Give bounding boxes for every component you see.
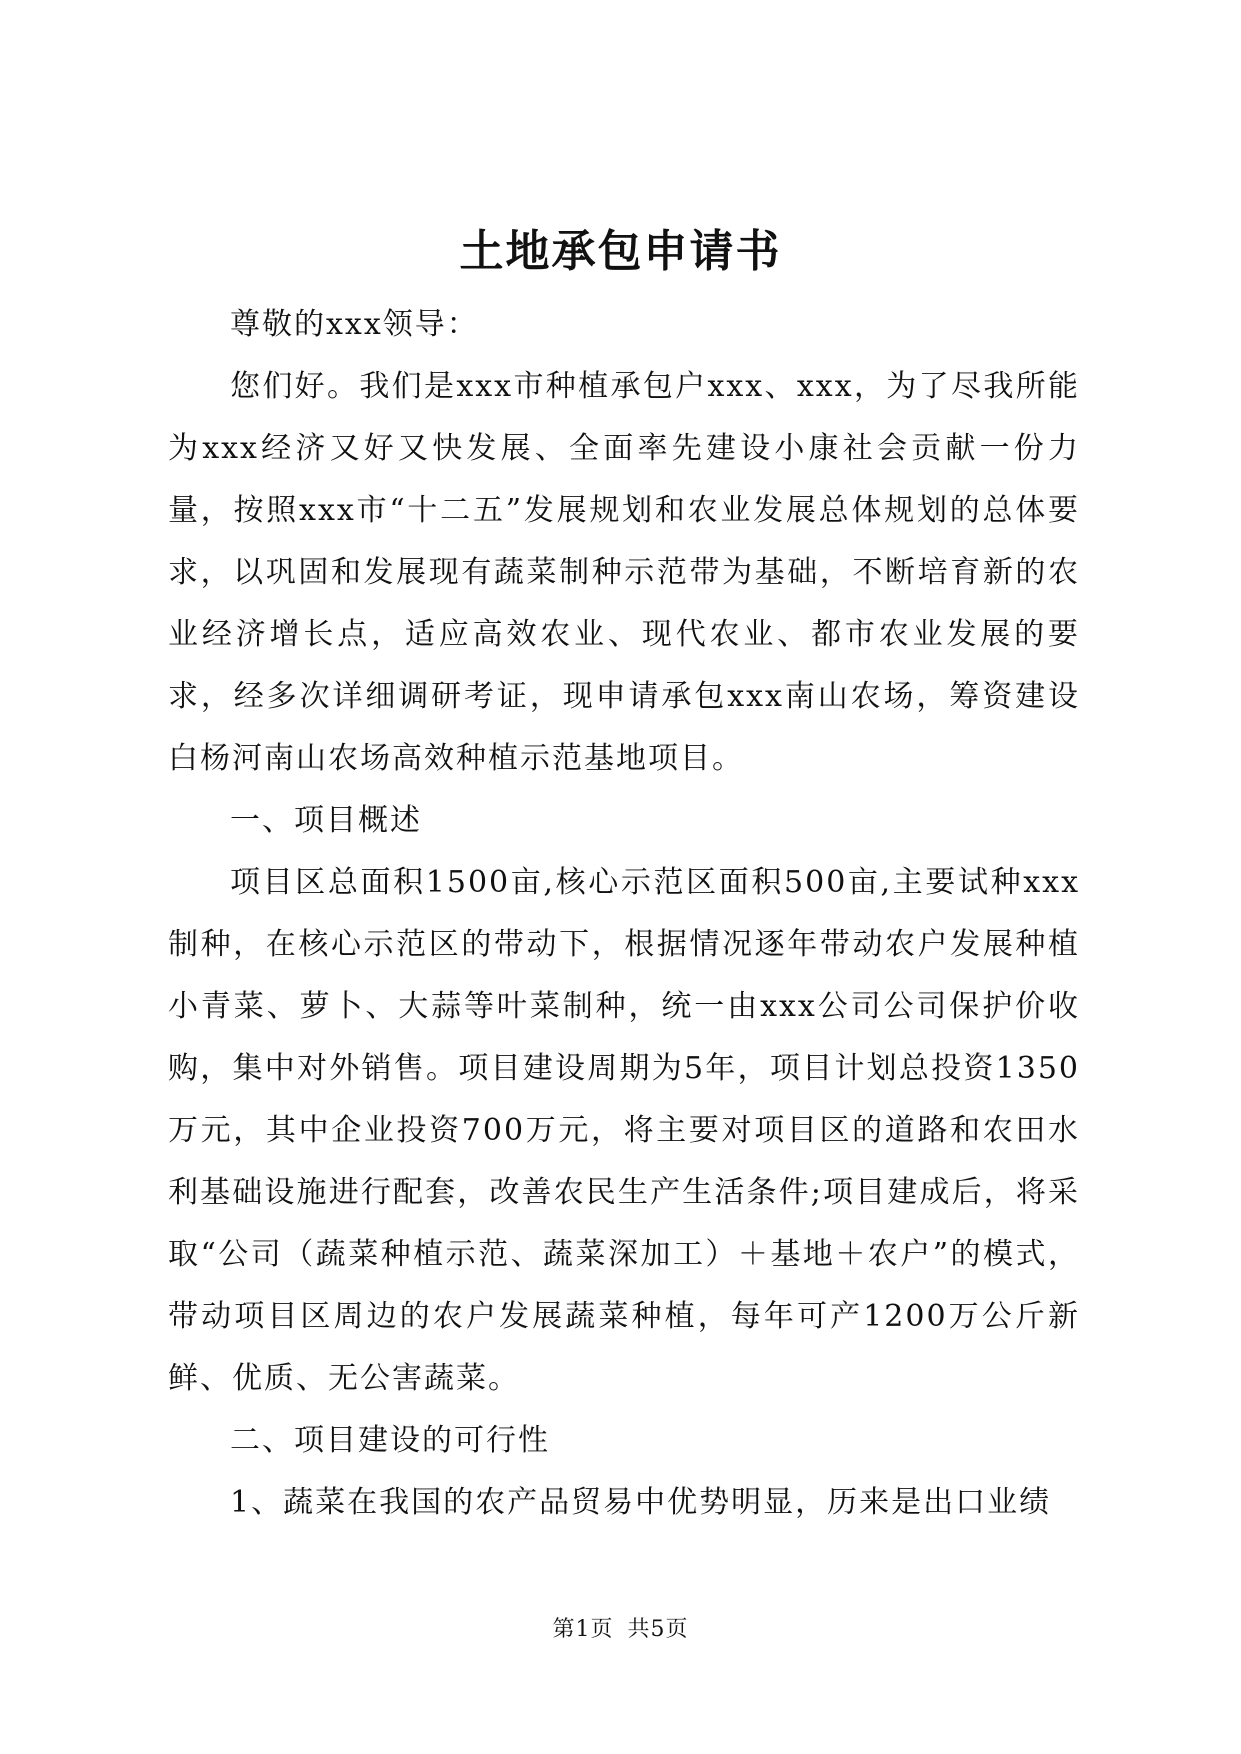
paragraph-overview: 项目区总面积1500亩,核心示范区面积500亩,主要试种xxx制种，在核心示范区的带动下，根据情况逐年带动农户发展种植小青菜、萝卜、大蒜等叶菜制种，统一由xxx公司公司保护价收购，集中对外销售。项目建设周期为5年，项目计划总投资1350万元，其中企业投资700万元，将主要对项目区的道路和农田水利基础设施进行配套，改善农民生产生活条件;项目建成后，将采取“公司（蔬菜种植示范、蔬菜深加工）＋基地＋农户”的模式，带动项目区周边的农户发展蔬菜种植，每年可产1200万公斤新鲜、优质、无公害蔬菜。 (168, 865, 1080, 1396)
section-heading-overview: 一、项目概述 (230, 803, 422, 838)
page-number: 第1页 (552, 1617, 614, 1642)
page-footer (0, 1612, 1241, 1643)
section-heading-feasibility: 二、项目建设的可行性 (230, 1423, 550, 1458)
document-body (168, 294, 1080, 1534)
salutation: 尊敬的xxx领导： (230, 307, 479, 342)
paragraph-feasibility-1: 1、蔬菜在我国的农产品贸易中优势明显，历来是出口业绩 (230, 1485, 1052, 1520)
document-title: 土地承包申请书 (459, 226, 782, 277)
paragraph-intro: 您们好。我们是xxx市种植承包户xxx、xxx，为了尽我所能为xxx经济又好又快发展、全面率先建设小康社会贡献一份力量，按照xxx市“十二五”发展规划和农业发展总体规划的总体要求，以巩固和发展现有蔬菜制种示范带为基础，不断培育新的农业经济增长点，适应高效农业、现代农业、都市农业发展的要求，经多次详细调研考证，现申请承包xxx南山农场，筹资建设白杨河南山农场高效种植示范基地项目。 (168, 369, 1080, 776)
page-total: 共5页 (627, 1617, 689, 1642)
